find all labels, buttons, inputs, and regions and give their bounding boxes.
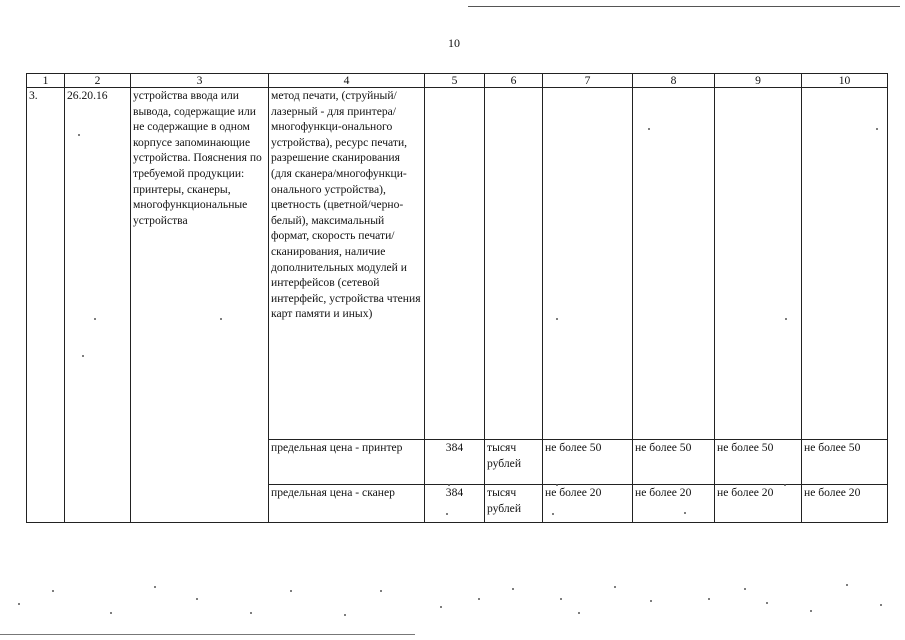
top-rule bbox=[468, 6, 900, 7]
scan-speck bbox=[380, 590, 382, 592]
empty-cell bbox=[633, 88, 715, 440]
empty-cell bbox=[425, 88, 485, 440]
column-number: 4 bbox=[269, 74, 425, 88]
scan-speck bbox=[512, 588, 514, 590]
table-row bbox=[27, 88, 888, 440]
price-name: предельная цена - принтер bbox=[269, 440, 425, 485]
scan-speck bbox=[18, 603, 20, 605]
scan-speck bbox=[478, 598, 480, 600]
row-description: устройства ввода или вывода, содержащие или не содержащие в одном корпусе запоминающие устройства. Пояснения по требуемой продукции: принтеры, сканеры, многофункциональные устройства bbox=[131, 88, 269, 523]
scan-speck bbox=[110, 612, 112, 614]
scan-speck bbox=[250, 612, 252, 614]
scan-speck bbox=[344, 614, 346, 616]
empty-cell bbox=[543, 88, 633, 440]
price-limit: не более 50 bbox=[633, 440, 715, 485]
scan-speck bbox=[94, 318, 96, 320]
column-number: 9 bbox=[715, 74, 802, 88]
empty-cell bbox=[715, 88, 802, 440]
scan-speck bbox=[650, 600, 652, 602]
column-number: 5 bbox=[425, 74, 485, 88]
scan-speck bbox=[880, 604, 882, 606]
price-limit: не более 20 bbox=[633, 485, 715, 523]
price-code: 384 bbox=[425, 440, 485, 485]
price-unit: тысяч рублей bbox=[485, 440, 543, 485]
column-number: 6 bbox=[485, 74, 543, 88]
scan-speck bbox=[290, 590, 292, 592]
column-number: 2 bbox=[65, 74, 131, 88]
scan-speck bbox=[578, 612, 580, 614]
price-limit: не более 50 bbox=[543, 440, 633, 485]
price-limit: не более 20 bbox=[802, 485, 888, 523]
scan-speck bbox=[784, 484, 786, 486]
scan-speck bbox=[708, 598, 710, 600]
column-number: 1 bbox=[27, 74, 65, 88]
scan-speck bbox=[78, 134, 80, 136]
price-code: 384 bbox=[425, 485, 485, 523]
scan-speck bbox=[846, 584, 848, 586]
price-limit: не более 20 bbox=[543, 485, 633, 523]
scan-speck bbox=[556, 318, 558, 320]
scan-speck bbox=[876, 128, 878, 130]
row-characteristics: метод печати, (струйный/лазерный - для принтера/многофункци-онального устройства), ресурс печати, разрешение сканирования (для сканера/многофункци-онального устройства), цветность (цветной/черно-белый), максимальный формат, скорость печати/сканирования, наличие дополнительных модулей и интерфейсов (сетевой интерфейс, устройства чтения карт памяти и иных) bbox=[269, 88, 425, 440]
price-name: предельная цена - сканер bbox=[269, 485, 425, 523]
scan-speck bbox=[440, 606, 442, 608]
scan-speck bbox=[196, 598, 198, 600]
price-limit: не более 50 bbox=[715, 440, 802, 485]
column-number: 10 bbox=[802, 74, 888, 88]
column-number: 8 bbox=[633, 74, 715, 88]
scan-speck bbox=[785, 318, 787, 320]
page-number: 10 bbox=[448, 36, 460, 50]
scan-speck bbox=[744, 588, 746, 590]
scan-speck bbox=[154, 586, 156, 588]
scan-speck bbox=[766, 602, 768, 604]
scan-speck bbox=[220, 318, 222, 320]
price-limit: не более 50 bbox=[802, 440, 888, 485]
price-limit: не более 20 bbox=[715, 485, 802, 523]
scan-speck bbox=[684, 512, 686, 514]
scan-speck bbox=[52, 590, 54, 592]
price-unit: тысяч рублей bbox=[485, 485, 543, 523]
column-number-row bbox=[27, 74, 888, 88]
empty-cell bbox=[485, 88, 543, 440]
scan-speck bbox=[614, 586, 616, 588]
empty-cell bbox=[802, 88, 888, 440]
column-number: 7 bbox=[543, 74, 633, 88]
specification-table bbox=[26, 73, 888, 523]
scan-speck bbox=[560, 598, 562, 600]
bottom-rule bbox=[0, 634, 415, 635]
scan-speck bbox=[556, 484, 558, 486]
scan-speck bbox=[82, 355, 84, 357]
scan-speck bbox=[648, 128, 650, 130]
scan-speck bbox=[552, 513, 554, 515]
column-number: 3 bbox=[131, 74, 269, 88]
scan-speck bbox=[810, 610, 812, 612]
scan-speck bbox=[446, 513, 448, 515]
scan-speck bbox=[448, 484, 450, 486]
row-index: 3. bbox=[27, 88, 65, 523]
row-code: 26.20.16 bbox=[65, 88, 131, 523]
